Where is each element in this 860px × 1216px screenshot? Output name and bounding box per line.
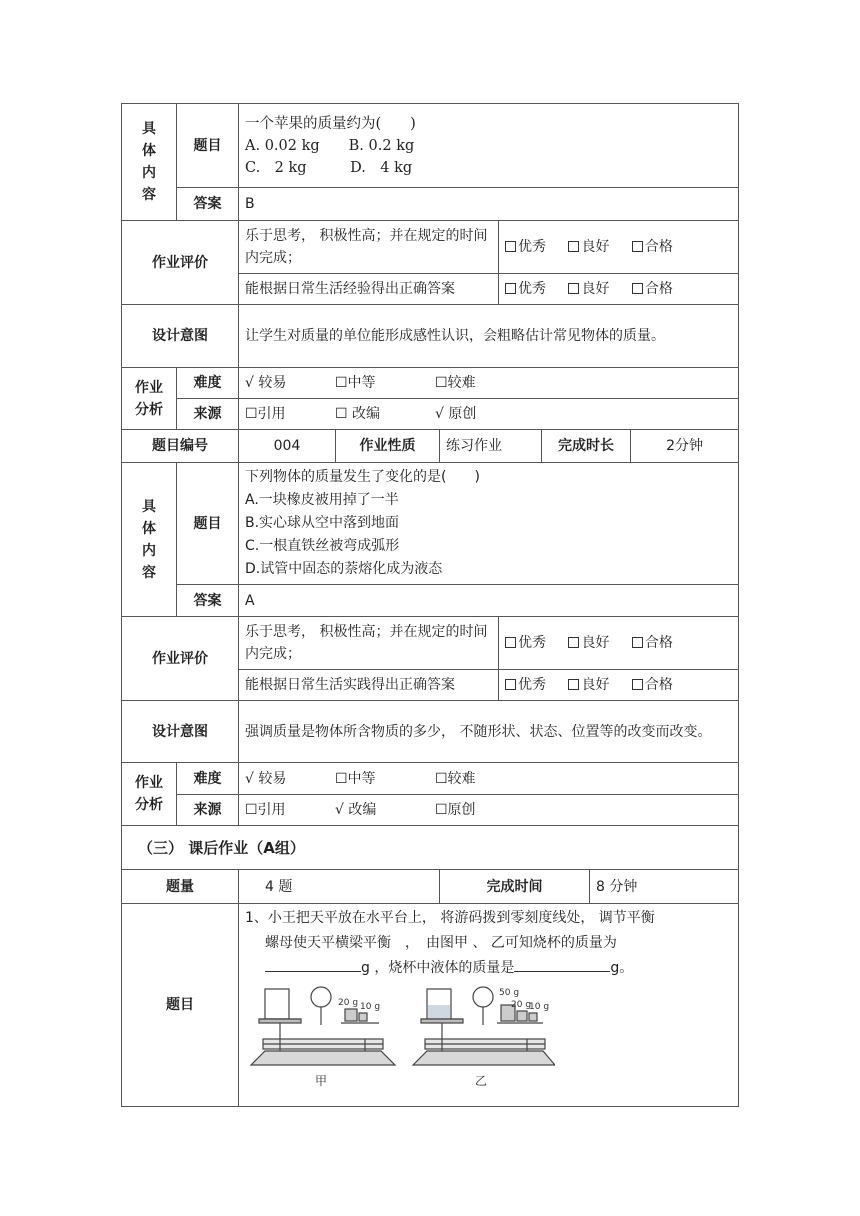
checkbox-icon (505, 637, 516, 648)
weight-label: 20 g (511, 1000, 532, 1010)
design-text: 让学生对质量的单位能形成感性认识，会粗略估计常见物体的质量。 (239, 305, 739, 368)
checkbox-icon (632, 637, 643, 648)
balance-figure (245, 985, 555, 1089)
analysis-label: 作业 分析 (122, 763, 177, 826)
eval-options-2: 优秀 良好 合格 (499, 670, 739, 701)
design-label: 设计意图 (122, 305, 239, 368)
content-side-label: 具 体 内 容 (122, 463, 177, 617)
homework-type-value: 练习作业 (440, 430, 542, 463)
figure-label-left: 甲 (315, 1074, 328, 1088)
content-side-label: 具 体 内 容 (122, 104, 177, 221)
balance-left (251, 987, 395, 1065)
question-number-value: 004 (239, 430, 336, 463)
eval-label: 作业评价 (122, 221, 239, 305)
weight-label: 20 g (338, 998, 359, 1008)
analysis-label: 作业 分析 (122, 368, 177, 430)
checkbox-icon (505, 283, 516, 294)
question-1: 1、小王把天平放在水平台上， 将游码拨到零刻度线处， 调节平衡 螺母使天平横梁平衡 ， 由图甲 、 乙可知烧杯的质量为 g ，烧杯中液体的质量是 g。 20 g 10 g 甲 50 g 20 g 10 g 乙 (239, 904, 739, 1107)
blank-beaker-mass[interactable] (265, 957, 361, 972)
difficulty-label: 难度 (177, 763, 239, 795)
answer-label: 答案 (177, 585, 239, 617)
eval-criterion-1: 乐于思考， 积极性高；并在规定的时间内完成； (239, 617, 499, 670)
weight-label: 50 g (499, 988, 520, 998)
question-number-label: 题目编号 (122, 430, 239, 463)
question-count-label: 题量 (122, 870, 239, 904)
design-label: 设计意图 (122, 701, 239, 763)
checkbox-icon (632, 283, 643, 294)
checkbox-icon (505, 241, 516, 252)
checkbox-icon (568, 637, 579, 648)
eval-label: 作业评价 (122, 617, 239, 701)
source-label: 来源 (177, 399, 239, 430)
checkbox-icon (568, 283, 579, 294)
question-text: 下列物体的质量发生了变化的是( ) A.一块橡皮被用掉了一半 B.实心球从空中落到地面 C.一根直铁丝被弯成弧形 D.试管中固态的萘熔化成为液态 (239, 463, 739, 585)
homework-type-label: 作业性质 (336, 430, 440, 463)
homework-table (121, 103, 739, 1107)
difficulty-options: √ 较易 ☐中等 ☐较难 (239, 763, 739, 795)
eval-criterion-2: 能根据日常生活经验得出正确答案 (239, 274, 499, 305)
question-label: 题目 (122, 904, 239, 1107)
weight-label: 10 g (360, 1002, 381, 1012)
answer-label: 答案 (177, 188, 239, 221)
weight-label: 10 g (529, 1002, 550, 1012)
difficulty-label: 难度 (177, 368, 239, 399)
checkbox-icon (505, 679, 516, 690)
question-label: 题目 (177, 104, 239, 188)
completion-time-value: 8 分钟 (590, 870, 739, 904)
difficulty-options: √ 较易 ☐中等 ☐较难 (239, 368, 739, 399)
figure-label-right: 乙 (475, 1074, 488, 1088)
duration-label: 完成时长 (542, 430, 631, 463)
checkbox-icon (632, 679, 643, 690)
question-text: 一个苹果的质量约为( ) A. 0.02 kg B. 0.2 kg C. 2 kg D. 4 kg (239, 104, 739, 188)
duration-value: 2分钟 (631, 430, 739, 463)
balance-right (413, 987, 555, 1065)
eval-criterion-1: 乐于思考， 积极性高；并在规定的时间内完成； (239, 221, 499, 274)
section-title: （三） 课后作业（A组） (122, 826, 739, 870)
checkbox-icon (568, 679, 579, 690)
question-label: 题目 (177, 463, 239, 585)
source-options: ☐引用 √ 改编 ☐原创 (239, 795, 739, 826)
completion-time-label: 完成时间 (440, 870, 590, 904)
answer-value: A (239, 585, 739, 617)
question-count-value: 4 题 (239, 870, 440, 904)
source-options: ☐引用 ☐ 改编 √ 原创 (239, 399, 739, 430)
checkbox-icon (568, 241, 579, 252)
blank-liquid-mass[interactable] (514, 957, 610, 972)
design-text: 强调质量是物体所含物质的多少， 不随形状、状态、位置等的改变而改变。 (239, 701, 739, 763)
source-label: 来源 (177, 795, 239, 826)
checkbox-icon (632, 241, 643, 252)
eval-options-1: 优秀 良好 合格 (499, 617, 739, 670)
eval-options-2: 优秀 良好 合格 (499, 274, 739, 305)
answer-value: B (239, 188, 739, 221)
eval-options-1: 优秀 良好 合格 (499, 221, 739, 274)
eval-criterion-2: 能根据日常生活实践得出正确答案 (239, 670, 499, 701)
